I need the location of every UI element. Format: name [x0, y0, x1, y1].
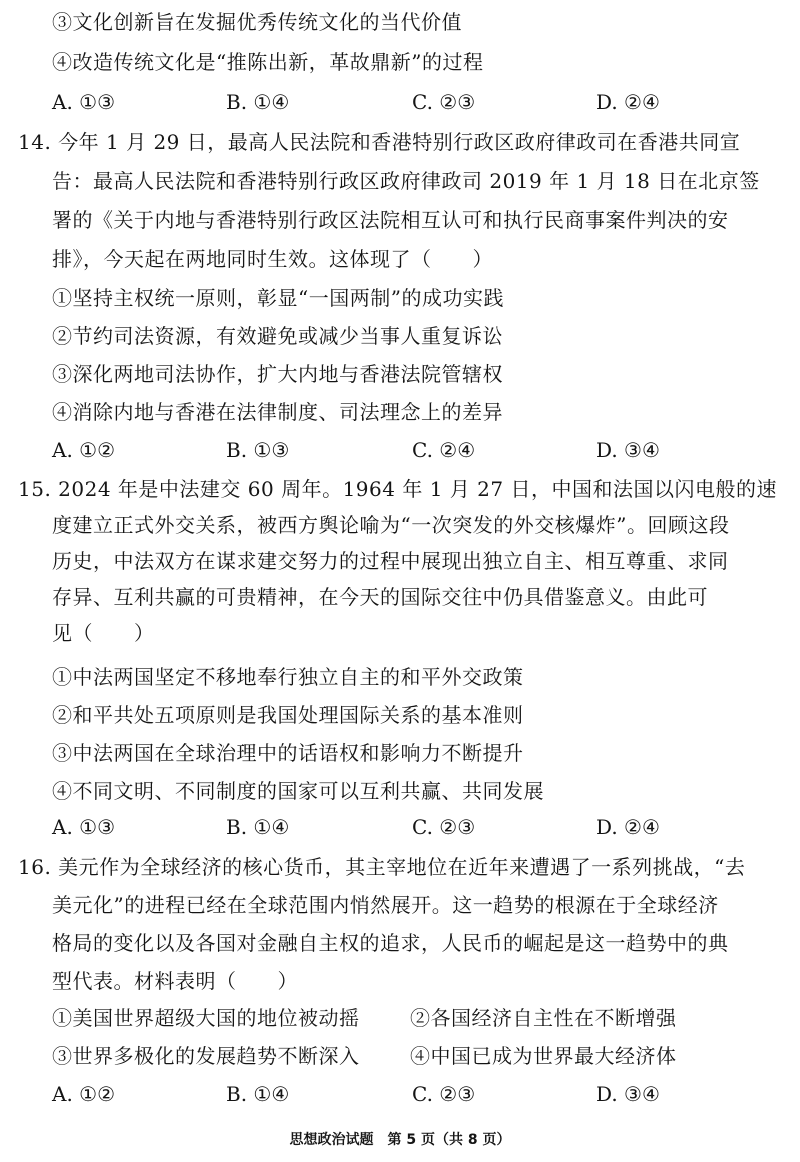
- q15-option-d: D. ②④: [596, 815, 660, 839]
- q15-statement-3: ③中法两国在全球治理中的话语权和影响力不断提升: [52, 741, 524, 765]
- q16-statement-3: ③世界多极化的发展趋势不断深入: [52, 1044, 360, 1068]
- q16-stem-line-3: 格局的变化以及各国对金融自主权的追求，人民币的崛起是这一趋势中的典: [52, 931, 729, 955]
- q16-stem-line-1: 16. 美元作为全球经济的核心货币，其主宰地位在近年来遭遇了一系列挑战，“去: [18, 855, 746, 879]
- q14-option-d: D. ③④: [596, 438, 660, 462]
- q16-option-d: D. ③④: [596, 1082, 660, 1106]
- q14-statement-1: ①坚持主权统一原则，彰显“一国两制”的成功实践: [52, 286, 504, 310]
- q15-stem-line-5: 见（ ）: [52, 621, 155, 645]
- q14-stem-line-4: 排》，今天起在两地同时生效。这体现了（ ）: [52, 247, 493, 271]
- q13-statement-4: ④改造传统文化是“推陈出新，革故鼎新”的过程: [52, 50, 484, 74]
- page-footer: 思想政治试题 第 5 页（共 8 页）: [289, 1132, 511, 1148]
- q14-statement-2: ②节约司法资源，有效避免或减少当事人重复诉讼: [52, 324, 503, 348]
- q14-option-c: C. ②④: [412, 438, 476, 462]
- q15-option-b: B. ①④: [226, 815, 290, 839]
- q15-stem-line-1: 15. 2024 年是中法建交 60 周年。1964 年 1 月 27 日，中国和法国以闪电般的速: [18, 477, 777, 501]
- q14-statement-3: ③深化两地司法协作，扩大内地与香港法院管辖权: [52, 362, 503, 386]
- q14-option-b: B. ①③: [226, 438, 290, 462]
- q14-option-a: A. ①②: [52, 438, 116, 462]
- q16-option-b: B. ①④: [226, 1082, 290, 1106]
- q13-option-a: A. ①③: [52, 90, 116, 114]
- q15-statement-2: ②和平共处五项原则是我国处理国际关系的基本准则: [52, 703, 524, 727]
- q15-statement-4: ④不同文明、不同制度的国家可以互利共赢、共同发展: [52, 779, 544, 803]
- q16-stem-line-4: 型代表。材料表明（ ）: [52, 969, 298, 993]
- q15-stem-line-3: 历史，中法双方在谋求建交努力的过程中展现出独立自主、相互尊重、求同: [52, 549, 729, 573]
- q14-stem-line-2: 告：最高人民法院和香港特别行政区政府律政司 2019 年 1 月 18 日在北京签: [52, 169, 760, 193]
- q15-option-a: A. ①③: [52, 815, 116, 839]
- q13-option-b: B. ①④: [226, 90, 290, 114]
- q16-statement-2: ②各国经济自主性在不断增强: [410, 1006, 677, 1030]
- q15-option-c: C. ②③: [412, 815, 476, 839]
- q14-stem-line-1: 14. 今年 1 月 29 日，最高人民法院和香港特别行政区政府律政司在香港共同宣: [18, 130, 741, 154]
- q16-option-c: C. ②③: [412, 1082, 476, 1106]
- q14-stem-line-3: 署的《关于内地与香港特别行政区法院相互认可和执行民商事案件判决的安: [52, 208, 729, 232]
- q16-statement-4: ④中国已成为世界最大经济体: [410, 1044, 677, 1068]
- q13-statement-3: ③文化创新旨在发掘优秀传统文化的当代价值: [52, 10, 462, 34]
- q16-statement-1: ①美国世界超级大国的地位被动摇: [52, 1006, 360, 1030]
- q16-statements-row-2: [52, 1042, 677, 1070]
- q15-stem-line-4: 存异、互利共赢的可贵精神，在今天的国际交往中仍具借鉴意义。由此可: [52, 585, 708, 609]
- q14-options: [52, 436, 772, 464]
- q14-statement-4: ④消除内地与香港在法律制度、司法理念上的差异: [52, 400, 503, 424]
- q16-statements-row-1: [52, 1004, 677, 1032]
- q16-options: [52, 1080, 772, 1108]
- q16-stem-line-2: 美元化”的进程已经在全球范围内悄然展开。这一趋势的根源在于全球经济: [52, 893, 719, 917]
- q15-stem-line-2: 度建立正式外交关系，被西方舆论喻为“一次突发的外交核爆炸”。回顾这段: [52, 513, 730, 537]
- q15-options: [52, 813, 772, 841]
- q15-statement-1: ①中法两国坚定不移地奉行独立自主的和平外交政策: [52, 665, 524, 689]
- q13-option-d: D. ②④: [596, 90, 660, 114]
- q16-option-a: A. ①②: [52, 1082, 116, 1106]
- q13-option-c: C. ②③: [412, 90, 476, 114]
- q13-options: [52, 88, 772, 116]
